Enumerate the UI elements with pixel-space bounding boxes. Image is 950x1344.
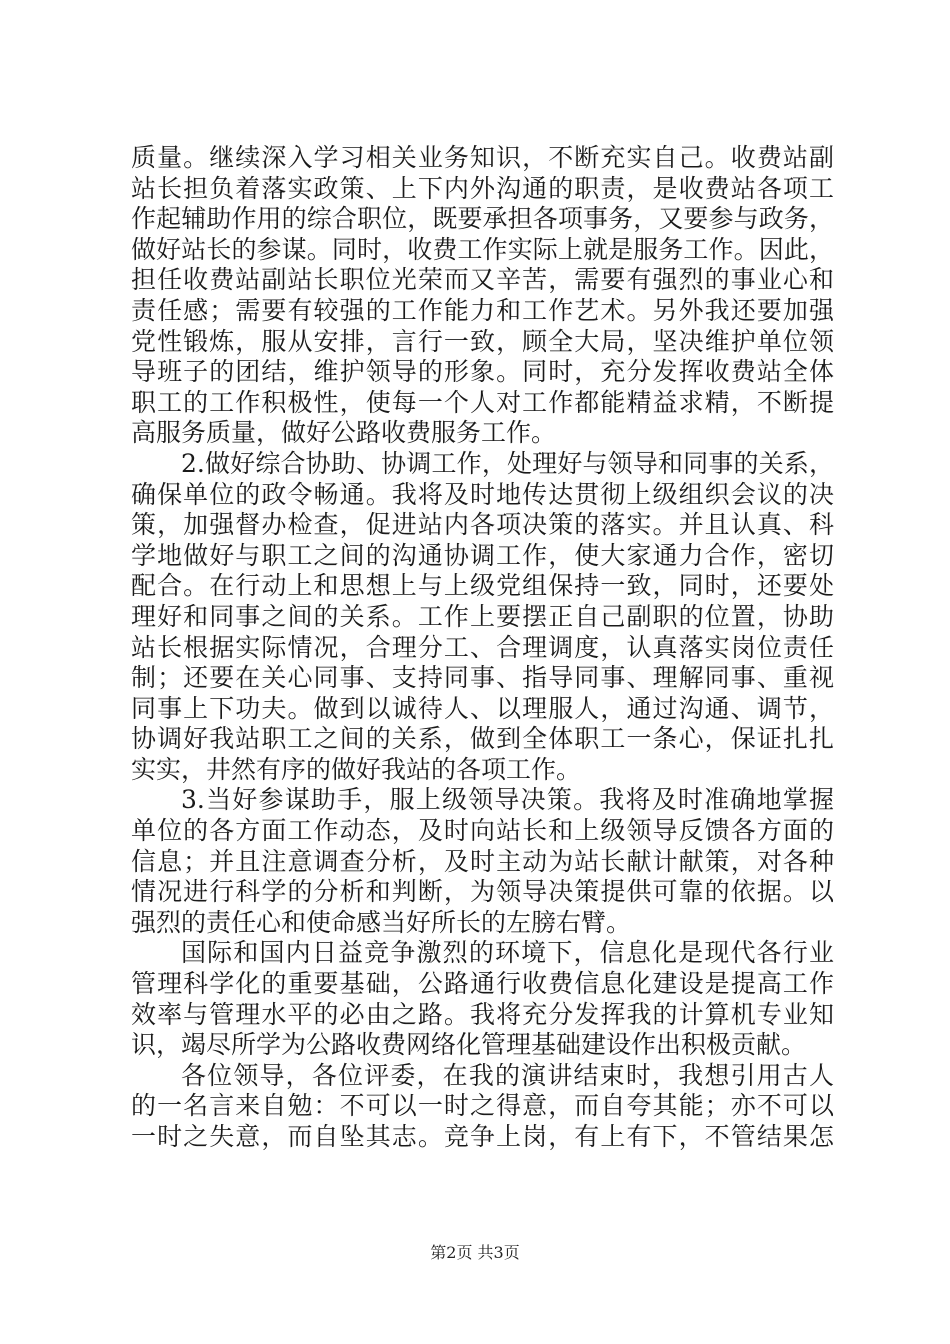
text-line: 国际和国内日益竞争激烈的环境下，信息化是现代各行业 [181, 938, 834, 968]
text-line: 协调好我站职工之间的关系，做到全体职工一条心，保证扎扎 [131, 724, 834, 754]
text-line: 策，加强督办检查，促进站内各项决策的落实。并且认真、科 [131, 510, 834, 540]
text-line: 配合。在行动上和思想上与上级党组保持一致，同时，还要处 [131, 571, 834, 601]
text-line: 单位的各方面工作动态，及时向站长和上级领导反馈各方面的 [131, 816, 834, 846]
text-line: 2.做好综合协助、协调工作，处理好与领导和同事的关系， [181, 448, 834, 478]
text-line: 管理科学化的重要基础，公路通行收费信息化建设是提高工作 [131, 969, 834, 999]
text-line: 制；还要在关心同事、支持同事、指导同事、理解同事、重视 [131, 663, 834, 693]
text-line: 质量。继续深入学习相关业务知识，不断充实自己。收费站副 [131, 143, 834, 172]
text-line: 一时之失意，而自坠其志。竞争上岗，有上有下，不管结果怎 [131, 1122, 834, 1151]
text-line: 学地做好与职工之间的沟通协调工作，使大家通力合作，密切 [131, 540, 834, 570]
text-line: 责任感；需要有较强的工作能力和工作艺术。另外我还要加强 [131, 295, 834, 325]
text-line: 识，竭尽所学为公路收费网络化管理基础建设作出积极贡献。 [131, 1030, 807, 1060]
document-body [131, 143, 834, 1153]
text-line: 理好和同事之间的关系。工作上要摆正自己副职的位置，协助 [131, 601, 834, 631]
text-line: 各位领导，各位评委，在我的演讲结束时，我想引用古人 [181, 1060, 834, 1090]
text-line: 职工的工作积极性，使每一个人对工作都能精益求精，不断提 [131, 387, 834, 417]
text-line: 作起辅助作用的综合职位，既要承担各项事务，又要参与政务， [131, 204, 834, 234]
text-line: 做好站长的参谋。同时，收费工作实际上就是服务工作。因此， [131, 234, 834, 264]
text-line: 担任收费站副站长职位光荣而又辛苦，需要有强烈的事业心和 [131, 265, 834, 295]
text-line: 3.当好参谋助手，服上级领导决策。我将及时准确地掌握 [181, 785, 834, 815]
text-line: 高服务质量，做好公路收费服务工作。 [131, 418, 557, 448]
text-line: 效率与管理水平的必由之路。我将充分发挥我的计算机专业知 [131, 999, 834, 1029]
text-line: 信息；并且注意调查分析，及时主动为站长献计献策，对各种 [131, 846, 834, 876]
text-line: 实实，井然有序的做好我站的各项工作。 [131, 754, 582, 784]
text-line: 确保单位的政令畅通。我将及时地传达贯彻上级组织会议的决 [131, 479, 834, 509]
text-line: 站长担负着落实政策、上下内外沟通的职责，是收费站各项工 [131, 173, 834, 203]
text-line: 强烈的责任心和使命感当好所长的左膀右臂。 [131, 907, 632, 937]
text-line: 情况进行科学的分析和判断，为领导决策提供可靠的依据。以 [131, 877, 834, 907]
page-footer: 第2页 共3页 [430, 1243, 520, 1262]
text-line: 同事上下功夫。做到以诚待人、以理服人，通过沟通、调节， [131, 693, 834, 723]
text-line: 站长根据实际情况，合理分工、合理调度，认真落实岗位责任 [131, 632, 834, 662]
text-line: 党性锻炼，服从安排，言行一致，顾全大局，坚决维护单位领 [131, 326, 834, 356]
text-line: 的一名言来自勉：不可以一时之得意，而自夸其能；亦不可以 [131, 1091, 834, 1121]
text-line: 导班子的团结，维护领导的形象。同时，充分发挥收费站全体 [131, 357, 834, 387]
